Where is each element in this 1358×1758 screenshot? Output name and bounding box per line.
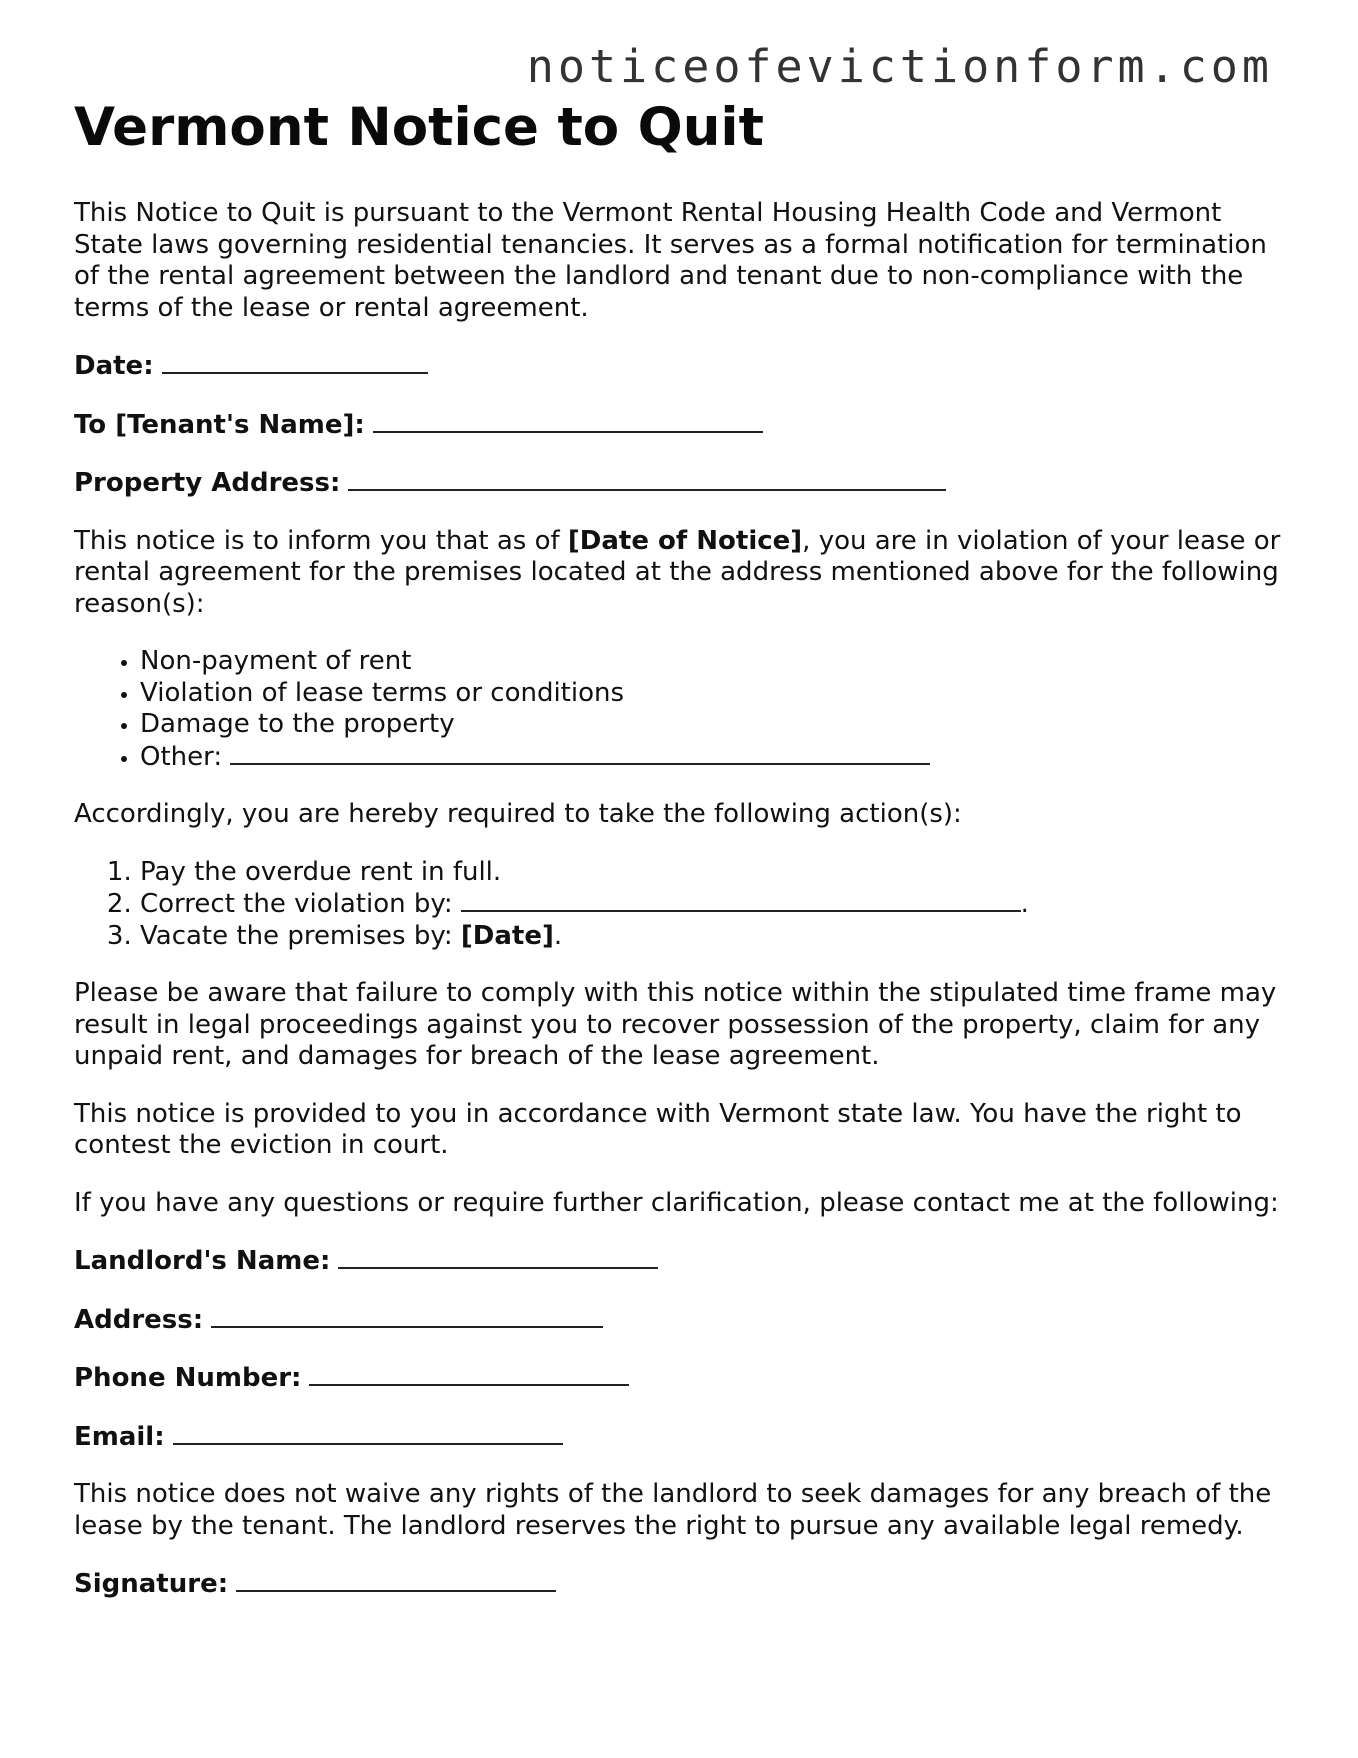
rights-paragraph: This notice is provided to you in accordance with Vermont state law. You have the right to contest the eviction in court. — [74, 1098, 1242, 1160]
notice-document — [74, 96, 1294, 1601]
email-field — [74, 1421, 1294, 1454]
property-address-label: Property Address: — [74, 468, 341, 498]
site-watermark: noticeofevictionform.com — [526, 40, 1273, 93]
phone-blank[interactable] — [309, 1362, 629, 1386]
landlord-name-label: Landlord's Name: — [74, 1246, 331, 1276]
list-item: 1. Pay the overdue rent in full. — [140, 857, 1294, 889]
vacate-label: Vacate the premises by: — [140, 920, 461, 951]
actions-list — [74, 857, 1294, 953]
reasons-list — [74, 646, 1294, 773]
email-label: Email: — [74, 1421, 165, 1452]
date-label: Date: — [74, 351, 154, 381]
landlord-name-field — [74, 1245, 1294, 1278]
period: . — [1020, 889, 1029, 919]
date-field — [74, 350, 1294, 383]
date-blank[interactable] — [162, 350, 428, 374]
landlord-address-field — [74, 1304, 1294, 1337]
list-item: • Non-payment of rent — [140, 646, 1294, 678]
contact-intro: If you have any questions or require further clarification, please contact me at the following: — [74, 1187, 1279, 1218]
page-title: Vermont Notice to Quit — [74, 97, 764, 158]
list-item — [140, 741, 1294, 774]
correct-violation-label: Correct the violation by: — [140, 889, 453, 919]
violation-text-start: This notice is to inform you that as of — [74, 525, 568, 556]
signature-field — [74, 1568, 1294, 1601]
phone-field — [74, 1362, 1294, 1395]
violation-paragraph — [74, 526, 1294, 621]
phone-label: Phone Number: — [74, 1363, 302, 1393]
list-item — [140, 888, 1294, 921]
other-reason-label: Other: — [140, 741, 223, 772]
vacate-date-placeholder: [Date] — [460, 920, 554, 951]
actions-intro: Accordingly, you are hereby required to take the following action(s): — [74, 799, 962, 829]
property-address-field — [74, 467, 1294, 500]
period: . — [553, 920, 563, 951]
list-item: • Damage to the property — [140, 709, 1294, 741]
property-address-blank[interactable] — [348, 467, 946, 491]
email-blank[interactable] — [173, 1421, 563, 1445]
warning-paragraph: Please be aware that failure to comply with this notice within the stipulated time frame may result in legal proceedings against you to recover possession of the property, claim for any unpaid rent, and damages for breach of the lease agreement. — [74, 978, 1277, 1071]
landlord-address-blank[interactable] — [211, 1304, 603, 1328]
other-reason-blank[interactable] — [230, 741, 930, 765]
intro-paragraph: This Notice to Quit is pursuant to the Vermont Rental Housing Health Code and Vermont State laws governing residential tenancies. It serves as a formal notification for termination of the rental agreement between the landlord and tenant due to non-compliance with the terms of the lease or rental agreement. — [74, 198, 1267, 323]
signature-label: Signature: — [74, 1569, 229, 1599]
correct-violation-blank[interactable] — [461, 888, 1021, 912]
waiver-paragraph: This notice does not waive any rights of the landlord to seek damages for any breach of the lease by the tenant. The landlord reserves the right to pursue any available legal remedy. — [74, 1479, 1272, 1541]
landlord-address-label: Address: — [74, 1304, 204, 1335]
signature-blank[interactable] — [236, 1568, 556, 1592]
date-of-notice-placeholder: [Date of Notice] — [567, 525, 803, 556]
list-item — [140, 921, 1294, 953]
violation-text-end: , you are in violation of your lease or rental agreement for the premises located at the address mentioned above for the following reason(s): — [74, 525, 1281, 619]
list-item: • Violation of lease terms or conditions — [140, 678, 1294, 710]
tenant-name-blank[interactable] — [373, 409, 763, 433]
landlord-name-blank[interactable] — [338, 1245, 658, 1269]
tenant-name-field — [74, 409, 1294, 442]
tenant-name-label: To [Tenant's Name]: — [74, 409, 365, 440]
